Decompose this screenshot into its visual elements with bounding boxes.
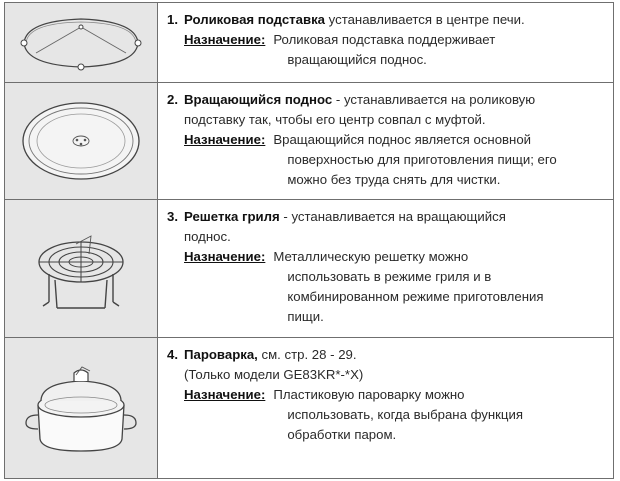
purpose-label: Назначение: <box>184 132 266 147</box>
purpose-line: Вращающийся поднос является основной <box>273 132 532 147</box>
purpose-line: можно без труда снять для чистки. <box>287 172 501 187</box>
item-description-cont: поднос. <box>184 229 231 244</box>
table-row <box>5 338 613 478</box>
text-cell <box>158 338 613 478</box>
purpose-line: использовать в режиме гриля и в <box>287 269 492 284</box>
table-row <box>5 3 613 83</box>
image-cell <box>5 3 158 82</box>
purpose-line: Металлическую решетку можно <box>273 249 469 264</box>
grill-rack-icon <box>21 214 141 324</box>
item-description: см. стр. 28 - 29. <box>257 347 357 362</box>
item-number: 2. <box>167 92 178 107</box>
item-number: 1. <box>167 12 178 27</box>
purpose-line: Роликовая подставка поддерживает <box>273 32 496 47</box>
purpose-line: Пластиковую пароварку можно <box>273 387 465 402</box>
table-row <box>5 83 613 200</box>
item-description: - устанавливается на вращающийся <box>279 209 506 224</box>
purpose-block <box>184 130 605 190</box>
image-cell <box>5 200 158 337</box>
item-description-cont: подставку так, чтобы его центр совпал с муфтой. <box>184 112 486 127</box>
item-name: Решетка гриля <box>184 209 280 224</box>
image-cell <box>5 83 158 199</box>
item-title-line <box>167 10 605 30</box>
turntable-icon <box>16 96 146 186</box>
item-description-cont: (Только модели GE83KR*-*X) <box>184 367 364 382</box>
item-title-line <box>167 345 605 365</box>
item-number: 3. <box>167 209 178 224</box>
roller-ring-icon <box>16 13 146 73</box>
accessories-table <box>4 2 614 479</box>
item-name: Вращающийся поднос <box>184 92 333 107</box>
purpose-text <box>273 130 605 190</box>
text-cell <box>158 83 613 199</box>
purpose-line: вращающийся поднос. <box>287 52 427 67</box>
purpose-label: Назначение: <box>184 32 266 47</box>
item-name: Пароварка, <box>184 347 258 362</box>
purpose-label: Назначение: <box>184 249 266 264</box>
item-description: устанавливается в центре печи. <box>325 12 525 27</box>
item-description: - устанавливается на роликовую <box>332 92 536 107</box>
image-cell <box>5 338 158 478</box>
purpose-block <box>184 30 605 70</box>
item-title-line <box>167 90 605 110</box>
table-row <box>5 200 613 338</box>
purpose-label: Назначение: <box>184 387 266 402</box>
purpose-block <box>184 385 605 445</box>
purpose-line: использовать, когда выбрана функция <box>287 407 523 422</box>
purpose-text <box>273 385 605 445</box>
item-number: 4. <box>167 347 178 362</box>
purpose-block <box>184 247 605 327</box>
steamer-pot-icon <box>16 353 146 463</box>
item-title-line <box>167 207 605 227</box>
purpose-line: обработки паром. <box>287 427 397 442</box>
text-cell <box>158 3 613 82</box>
purpose-line: пищи. <box>287 309 324 324</box>
item-name: Роликовая подставка <box>184 12 325 27</box>
purpose-text <box>273 247 605 327</box>
purpose-text <box>273 30 605 70</box>
purpose-line: поверхностью для приготовления пищи; его <box>287 152 557 167</box>
text-cell <box>158 200 613 337</box>
purpose-line: комбинированном режиме приготовления <box>287 289 544 304</box>
